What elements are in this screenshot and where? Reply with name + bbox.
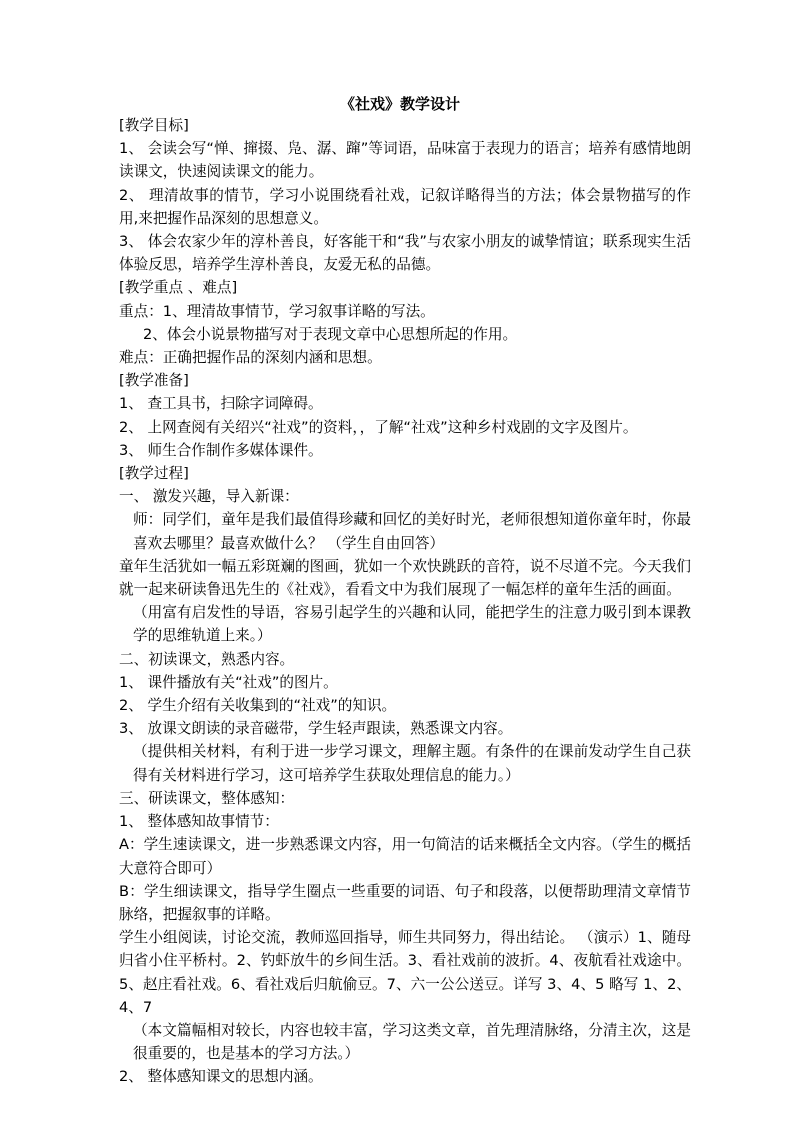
paragraph: 2、 学生介绍有关收集到的“社戏”的知识。 [119,697,397,715]
paragraph: B：学生细读课文，指导学生圈点一些重要的词语、句子和段落，以便帮助理清文章情节脉络，把握叙事的详略。 [119,882,691,923]
document-body [119,114,691,1089]
paragraph: 2、 上网查阅有关绍兴“社戏”的资料，，了解“社戏”这种乡村戏剧的文字及图片。 [119,418,638,436]
paragraph: 1、 查工具书，扫除字词障碍。 [119,395,323,413]
paragraph: 2、 整体感知课文的思想内涵。 [119,1068,323,1086]
section-heading: [教学准备] [119,372,189,390]
paragraph: 2、 理清故事的情节，学习小说围绕看社戏，记叙详略得当的方法；体会景物描写的作用,来把握作品深刻的思想意义。 [119,186,691,227]
paragraph: 2、体会小说景物描写对于表现文章中心思想所起的作用。 [143,325,518,343]
paragraph: 1、 课件播放有关“社戏”的图片。 [119,673,338,691]
paragraph: 师：同学们，童年是我们最值得珍藏和回忆的美好时光，老师很想知道你童年时，你最喜欢去哪里？最喜欢做什么？ （学生自由回答） [133,511,691,552]
paragraph: 3、 师生合作制作多媒体课件。 [119,441,323,459]
section-heading: [教学过程] [119,465,189,483]
paragraph: 1、 会读会写“惮、撺掇、凫、潺、蹿”等词语，品味富于表现力的语言；培养有感情地朗读课文，快速阅读课文的能力。 [119,140,691,181]
paragraph: 3、 放课文朗读的录音磁带，学生轻声跟读，熟悉课文内容。 [119,720,513,738]
paragraph: 1、 整体感知故事情节： [119,813,279,831]
paragraph: 二、初读课文，熟悉内容。 [119,650,295,668]
paragraph: 一、 激发兴趣，导入新课： [119,488,299,506]
paragraph: （用富有启发性的导语，容易引起学生的兴趣和认同，能把学生的注意力吸引到本课教学的思维轨道上来。） [133,604,691,645]
paragraph: 童年生活犹如一幅五彩斑斓的图画，犹如一个欢快跳跃的音符，说不尽道不完。今天我们就一起来研读鲁迅先生的《社戏》，看看文中为我们展现了一幅怎样的童年生活的画面。 [119,557,691,599]
paragraph: 三、研读课文，整体感知： [119,789,295,807]
section-heading: [教学目标] [119,117,189,134]
paragraph: A：学生速读课文，进一步熟悉课文内容，用一句简洁的话来概括全文内容。（学生的概括大意符合即可） [119,836,691,877]
paragraph: 3、 体会农家少年的淳朴善良，好客能干和“我”与农家小朋友的诚挚情谊；联系现实生活体验反思，培养学生淳朴善良，友爱无私的品德。 [119,233,691,274]
paragraph: （本文篇幅相对较长，内容也较丰富，学习这类文章，首先理清脉络，分清主次，这是很重要的，也是基本的学习方法。） [133,1021,691,1063]
paragraph: 难点：正确把握作品的深刻内涵和思想。 [119,349,382,367]
paragraph: 学生小组阅读，讨论交流，教师巡回指导，师生共同努力，得出结论。 （演示）1、随母归省小住平桥村。2、钓虾放牛的乡间生活。3、看社戏前的波折。4、夜航看社戏途中。5、赵庄看社戏。6、看社戏后归航偷豆。7、六一公公送豆。详写 3、4、5 略写 1、2、4、7 [119,929,691,1016]
page-title: 《社戏》教学设计 [339,95,460,113]
paragraph: 重点：1、理清故事情节，学习叙事详略的写法。 [119,302,435,320]
section-heading: [教学重点 、难点] [119,279,238,297]
paragraph: （提供相关材料，有利于进一步学习课文，理解主题。有条件的在课前发动学生自己获得有关材料进行学习，这可培养学生获取处理信息的能力。） [133,743,691,784]
